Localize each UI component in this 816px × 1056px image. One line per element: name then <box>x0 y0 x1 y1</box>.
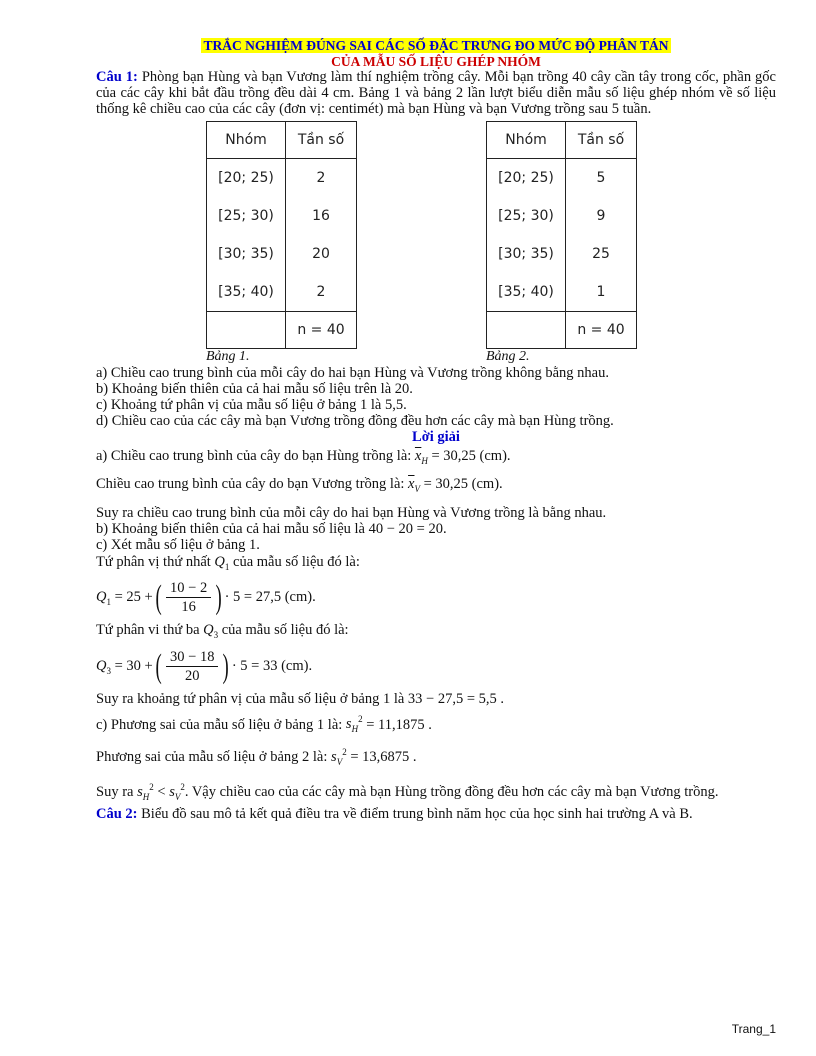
variance-vuong-value: = 13,6875 . <box>350 749 417 766</box>
solution-v-text: Chiều cao trung bình của cây do bạn Vương trồng là: <box>96 475 405 492</box>
table-1-freq: 2 <box>316 284 326 300</box>
table-2-freq: 5 <box>596 170 606 186</box>
table-2 <box>486 121 637 349</box>
q3-numerator: 30 − 18 <box>166 648 218 667</box>
table-1-group: [20; 25) <box>218 170 274 186</box>
q1-lhs: = 25 + <box>114 589 153 606</box>
question-1-label: Câu 1: <box>96 69 138 85</box>
statement-b: b) Khoảng biến thiên của cả hai mẫu số liệu trên là 20. <box>96 381 413 397</box>
title-line-1: TRẮC NGHIỆM ĐÚNG SAI CÁC SỐ ĐẶC TRƯNG ĐO MỨC ĐỘ PHÂN TÁN <box>203 38 669 53</box>
table-2-group: [25; 30) <box>498 208 554 224</box>
table-1-header-freq: Tần số <box>286 122 357 159</box>
table-1-total: n = 40 <box>286 312 357 349</box>
statement-a: a) Chiều cao trung bình của mỗi cây do hai bạn Hùng và Vương trồng không bằng nhau. <box>96 365 609 381</box>
title-line-2: CỦA MẪU SỐ LIỆU GHÉP NHÓM <box>331 54 541 69</box>
table-1-freq: 2 <box>316 170 326 186</box>
q1-rhs: · 5 = 27,5 (cm). <box>224 589 316 606</box>
table-1-header-group: Nhóm <box>207 122 286 159</box>
table-2-groups <box>487 159 566 312</box>
final-b: . Vậy chiều cao của các cây mà bạn Hùng trồng đồng đều hơn các cây mà bạn Vương trồng. <box>184 783 719 800</box>
solution-c-intro: c) Xét mẫu số liệu ở bảng 1. <box>96 536 260 553</box>
table-2-header-freq: Tần số <box>566 122 637 159</box>
table-2-freq: 25 <box>592 246 610 262</box>
variance-vuong: Phương sai của mẫu số liệu ở bảng 2 là: $s_V^2 = 13,6875$ . <box>96 747 417 767</box>
table-1-freq: 16 <box>312 208 330 224</box>
document-title <box>96 38 776 69</box>
question-2-label: Câu 2: <box>96 805 138 822</box>
table-2-header-group: Nhóm <box>487 122 566 159</box>
q3-intro-b: của mẫu số liệu đó là: <box>221 621 349 638</box>
table-1-caption: Bảng 1. <box>206 349 250 364</box>
table-1-group: [35; 40) <box>218 284 274 300</box>
question-2-text: Biểu đồ sau mô tả kết quả điều tra về điểm trung bình năm học của học sinh hai trường A và B. <box>141 805 693 822</box>
solution-a-hung: a) Chiều cao trung bình của cây do bạn Hùng trồng là: $\overline{x}_H = 30,25$ (cm). <box>96 448 511 466</box>
table-1-empty-cell <box>207 312 286 349</box>
table-1-freqs <box>286 159 357 312</box>
variance-hung: c) Phương sai của mẫu số liệu ở bảng 1 là: $s_H^2 = 11,1875$ . <box>96 714 432 735</box>
q3-denominator: 20 <box>185 668 200 685</box>
table-2-total: n = 40 <box>566 312 637 349</box>
iqr-line: Suy ra khoảng tứ phân vị của mẫu số liệu ở bảng 1 là 33 − 27,5 = 5,5 . <box>96 690 505 707</box>
statement-d: d) Chiều cao của các cây mà bạn Vương trồng đồng đều hơn các cây mà bạn Hùng trồng. <box>96 413 614 429</box>
solution-title: Lời giải <box>412 429 460 445</box>
question-1 <box>96 69 776 117</box>
solution-a-vuong: Chiều cao trung bình của cây do bạn Vương trồng là: $\overline{x}_V = 30,25$ (cm). <box>96 475 503 494</box>
table-2-group: [35; 40) <box>498 284 554 300</box>
q1-numerator: 10 − 2 <box>166 579 211 598</box>
q1-intro-b: của mẫu số liệu đó là: <box>233 553 360 570</box>
document-page <box>96 38 776 822</box>
statement-c: c) Khoảng tứ phân vị của mẫu số liệu ở bảng 1 là 5,5. <box>96 397 407 413</box>
q3-rhs: · 5 = 33 (cm). <box>231 658 313 675</box>
q1-formula: $Q_1$ = 25 + ( $\frac{10 - 2}{16}$ ) · 5 = 27,5 (cm). <box>96 578 316 616</box>
final-a: Suy ra <box>96 783 134 800</box>
solution-a-value: = 30,25 (cm). <box>431 448 511 464</box>
table-1 <box>206 121 357 349</box>
tables-area <box>96 117 776 365</box>
table-1-freq: 20 <box>312 246 330 262</box>
solution-a-text: a) Chiều cao trung bình của cây do bạn Hùng trồng là: <box>96 448 412 464</box>
table-2-empty-cell <box>487 312 566 349</box>
q3-intro-a: Tứ phân vi thứ ba <box>96 621 200 638</box>
q1-intro-a: Tứ phân vị thứ nhất <box>96 553 211 570</box>
q1-denominator: 16 <box>181 599 196 616</box>
solution-b: b) Khoảng biến thiên của cả hai mẫu số liệu là 40 − 20 = 20. <box>96 520 447 537</box>
question-1-text: Phòng bạn Hùng và bạn Vương làm thí nghiệm trồng cây. Mỗi bạn trồng 40 cây cần tây trong cốc, phần gốc của các cây khi bắt đầu trồng đều dài 4 cm. Bảng 1 và bảng 2 lần lượt biểu diễn mẫu số liệu ghép nhóm về số liệu thống kê chiều cao của các cây (đơn vị: centimét) mà bạn Hùng và bạn Vương trồng sau 5 tuần. <box>96 69 776 117</box>
q3-formula: $Q_3$ = 30 + ( $\frac{30 - 18}{20}$ ) · 5 = 33 (cm). <box>96 647 313 685</box>
variance-vuong-text: Phương sai của mẫu số liệu ở bảng 2 là: <box>96 749 328 766</box>
variance-hung-value: = 11,1875 . <box>366 716 432 733</box>
table-2-caption: Bảng 2. <box>486 349 530 364</box>
q3-fraction <box>166 648 218 685</box>
solution-a-conclusion: Suy ra chiều cao trung bình của mỗi cây do hai bạn Hùng và Vương trồng là bằng nhau. <box>96 504 607 521</box>
table-2-group: [20; 25) <box>498 170 554 186</box>
table-2-freqs <box>566 159 637 312</box>
page-number: Trang_1 <box>731 1022 776 1036</box>
q1-fraction <box>166 579 211 616</box>
table-2-freq: 9 <box>596 208 606 224</box>
table-1-group: [30; 35) <box>218 246 274 262</box>
question-2 <box>96 806 776 822</box>
table-1-group: [25; 30) <box>218 208 274 224</box>
table-2-freq: 1 <box>596 284 606 300</box>
q1-intro: Tứ phân vị thứ nhất $Q_1$ của mẫu số liệu đó là: <box>96 553 360 572</box>
table-1-groups <box>207 159 286 312</box>
variance-hung-text: c) Phương sai của mẫu số liệu ở bảng 1 là: <box>96 716 343 733</box>
final-conclusion: Suy ra $s_H^2 < s_V^2$. Vậy chiều cao của các cây mà bạn Hùng trồng đồng đều hơn các cây mà bạn Vương trồng. <box>96 782 719 802</box>
q3-intro: Tứ phân vi thứ ba $Q_3$ của mẫu số liệu đó là: <box>96 621 349 640</box>
solution-v-value: = 30,25 (cm). <box>423 475 503 492</box>
q3-lhs: = 30 + <box>114 658 153 675</box>
table-2-group: [30; 35) <box>498 246 554 262</box>
